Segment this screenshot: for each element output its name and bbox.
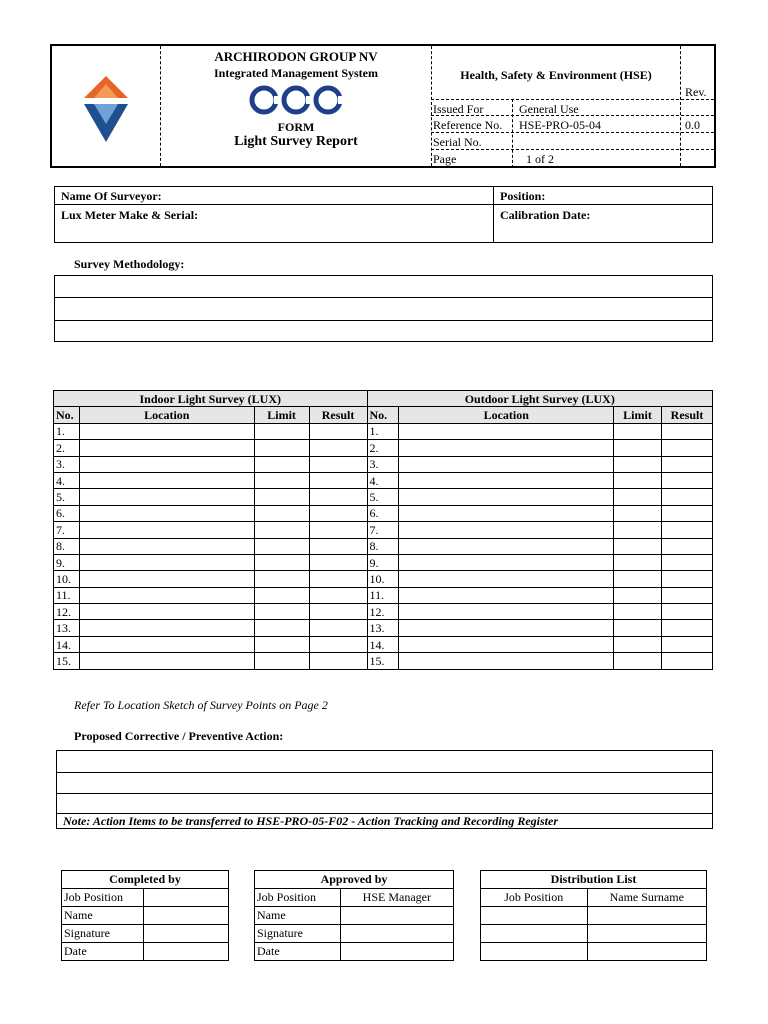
surveyor-name-label: Name Of Surveyor: [61, 189, 162, 203]
outdoor-location-cell[interactable] [399, 604, 614, 620]
indoor-result-cell[interactable] [309, 489, 367, 505]
serial-label: Serial No. [433, 135, 482, 149]
outdoor-limit-cell[interactable] [614, 522, 662, 538]
approved-signature-value[interactable] [340, 925, 453, 943]
completed-signature-label: Signature [62, 925, 144, 943]
indoor-row-number: 10. [54, 571, 80, 587]
indoor-limit-cell[interactable] [254, 505, 309, 521]
light-survey-table [53, 390, 713, 670]
indoor-location-cell[interactable] [79, 636, 254, 652]
outdoor-result-cell[interactable] [661, 554, 712, 570]
outdoor-row-number: 5. [367, 489, 399, 505]
indoor-location-header: Location [79, 407, 254, 423]
indoor-limit-cell[interactable] [254, 587, 309, 603]
outdoor-row-number: 11. [367, 587, 399, 603]
survey-row [54, 472, 713, 488]
outdoor-limit-cell[interactable] [614, 505, 662, 521]
completed-date-value[interactable] [143, 943, 228, 961]
indoor-row-number: 4. [54, 472, 80, 488]
outdoor-limit-cell[interactable] [614, 423, 662, 439]
indoor-limit-cell[interactable] [254, 554, 309, 570]
issued-for-value: General Use [519, 102, 579, 116]
survey-row [54, 538, 713, 554]
indoor-limit-cell[interactable] [254, 423, 309, 439]
outdoor-result-cell[interactable] [661, 472, 712, 488]
indoor-result-cell[interactable] [309, 587, 367, 603]
outdoor-row-number: 3. [367, 456, 399, 472]
indoor-location-cell[interactable] [79, 472, 254, 488]
rev-label: Rev. [685, 85, 707, 99]
outdoor-result-cell[interactable] [661, 505, 712, 521]
company-name: ARCHIRODON GROUP NV [214, 49, 378, 64]
outdoor-result-cell[interactable] [661, 587, 712, 603]
outdoor-location-cell[interactable] [399, 653, 614, 669]
outdoor-limit-cell[interactable] [614, 653, 662, 669]
outdoor-result-cell[interactable] [661, 653, 712, 669]
document-header [50, 44, 716, 168]
indoor-row-number: 13. [54, 620, 80, 636]
outdoor-result-cell[interactable] [661, 456, 712, 472]
completed-by-title: Completed by [62, 871, 229, 889]
distribution-cell[interactable] [587, 943, 706, 961]
approved-date-value[interactable] [340, 943, 453, 961]
indoor-location-cell[interactable] [79, 554, 254, 570]
revision-value: 0.0 [685, 118, 700, 132]
corrective-action-box[interactable] [56, 750, 713, 829]
completed-name-label: Name [62, 907, 144, 925]
indoor-location-cell[interactable] [79, 538, 254, 554]
indoor-row-number: 9. [54, 554, 80, 570]
indoor-limit-cell[interactable] [254, 440, 309, 456]
outdoor-location-cell[interactable] [399, 571, 614, 587]
outdoor-row-number: 4. [367, 472, 399, 488]
indoor-location-cell[interactable] [79, 571, 254, 587]
outdoor-location-cell[interactable] [399, 522, 614, 538]
outdoor-row-number: 8. [367, 538, 399, 554]
indoor-limit-cell[interactable] [254, 571, 309, 587]
indoor-limit-cell[interactable] [254, 522, 309, 538]
completed-signature-value[interactable] [143, 925, 228, 943]
outdoor-result-cell[interactable] [661, 423, 712, 439]
indoor-limit-cell[interactable] [254, 653, 309, 669]
survey-row [54, 489, 713, 505]
survey-row [54, 587, 713, 603]
indoor-result-header: Result [309, 407, 367, 423]
approved-name-label: Name [255, 907, 341, 925]
indoor-result-cell[interactable] [309, 472, 367, 488]
approved-job-position-label: Job Position [255, 889, 341, 907]
outdoor-row-number: 7. [367, 522, 399, 538]
reference-label: Reference No. [433, 118, 503, 132]
outdoor-result-cell[interactable] [661, 604, 712, 620]
outdoor-location-cell[interactable] [399, 489, 614, 505]
outdoor-location-cell[interactable] [399, 423, 614, 439]
methodology-box[interactable] [54, 275, 713, 342]
completed-name-value[interactable] [143, 907, 228, 925]
distribution-list-title: Distribution List [481, 871, 707, 889]
outdoor-limit-cell[interactable] [614, 604, 662, 620]
outdoor-row-number: 15. [367, 653, 399, 669]
outdoor-location-cell[interactable] [399, 587, 614, 603]
survey-row [54, 423, 713, 439]
survey-row [54, 440, 713, 456]
indoor-limit-cell[interactable] [254, 636, 309, 652]
indoor-no-header: No. [54, 407, 80, 423]
outdoor-row-number: 13. [367, 620, 399, 636]
indoor-row-number: 2. [54, 440, 80, 456]
survey-row [54, 522, 713, 538]
indoor-limit-header: Limit [254, 407, 309, 423]
page-label: Page [433, 152, 457, 166]
reference-value: HSE-PRO-05-04 [519, 118, 602, 132]
outdoor-survey-title: Outdoor Light Survey (LUX) [367, 391, 712, 407]
outdoor-result-cell[interactable] [661, 489, 712, 505]
indoor-location-cell[interactable] [79, 440, 254, 456]
indoor-result-cell[interactable] [309, 571, 367, 587]
indoor-result-cell[interactable] [309, 456, 367, 472]
survey-row [54, 604, 713, 620]
indoor-result-cell[interactable] [309, 604, 367, 620]
indoor-row-number: 14. [54, 636, 80, 652]
corrective-action-label: Proposed Corrective / Preventive Action: [74, 729, 284, 743]
outdoor-row-number: 14. [367, 636, 399, 652]
outdoor-limit-cell[interactable] [614, 456, 662, 472]
survey-row [54, 620, 713, 636]
indoor-location-cell[interactable] [79, 653, 254, 669]
indoor-result-cell[interactable] [309, 554, 367, 570]
indoor-result-cell[interactable] [309, 505, 367, 521]
action-tracking-note: Note: Action Items to be transferred to HSE-PRO-05-F02 - Action Tracking and Recording Register [63, 814, 558, 828]
approved-by-table [254, 870, 454, 961]
indoor-limit-cell[interactable] [254, 620, 309, 636]
indoor-result-cell[interactable] [309, 522, 367, 538]
indoor-location-cell[interactable] [79, 522, 254, 538]
survey-row [54, 505, 713, 521]
position-label: Position: [500, 189, 546, 203]
lux-meter-label: Lux Meter Make & Serial: [61, 208, 199, 222]
outdoor-location-cell[interactable] [399, 456, 614, 472]
indoor-limit-cell[interactable] [254, 472, 309, 488]
outdoor-location-cell[interactable] [399, 505, 614, 521]
indoor-result-cell[interactable] [309, 538, 367, 554]
approved-by-title: Approved by [255, 871, 454, 889]
outdoor-limit-cell[interactable] [614, 587, 662, 603]
indoor-location-cell[interactable] [79, 423, 254, 439]
distribution-cell[interactable] [481, 907, 588, 925]
indoor-limit-cell[interactable] [254, 456, 309, 472]
calibration-date-label: Calibration Date: [500, 208, 591, 222]
outdoor-limit-cell[interactable] [614, 472, 662, 488]
indoor-row-number: 7. [54, 522, 80, 538]
indoor-row-number: 8. [54, 538, 80, 554]
indoor-result-cell[interactable] [309, 423, 367, 439]
outdoor-result-cell[interactable] [661, 571, 712, 587]
outdoor-row-number: 2. [367, 440, 399, 456]
distribution-cell[interactable] [587, 925, 706, 943]
outdoor-limit-cell[interactable] [614, 489, 662, 505]
distribution-cell[interactable] [481, 925, 588, 943]
survey-row [54, 456, 713, 472]
outdoor-limit-cell[interactable] [614, 538, 662, 554]
indoor-result-cell[interactable] [309, 620, 367, 636]
outdoor-limit-cell[interactable] [614, 554, 662, 570]
outdoor-location-cell[interactable] [399, 440, 614, 456]
outdoor-row-number: 6. [367, 505, 399, 521]
indoor-limit-cell[interactable] [254, 489, 309, 505]
survey-row [54, 653, 713, 669]
indoor-row-number: 11. [54, 587, 80, 603]
indoor-row-number: 12. [54, 604, 80, 620]
indoor-row-number: 6. [54, 505, 80, 521]
indoor-location-cell[interactable] [79, 489, 254, 505]
outdoor-location-cell[interactable] [399, 538, 614, 554]
issued-for-label: Issued For [433, 102, 484, 116]
company-logo [82, 74, 130, 144]
indoor-location-cell[interactable] [79, 604, 254, 620]
indoor-location-cell[interactable] [79, 587, 254, 603]
certification-icon [248, 84, 344, 116]
indoor-result-cell[interactable] [309, 653, 367, 669]
survey-row [54, 571, 713, 587]
completed-by-table [61, 870, 229, 961]
indoor-row-number: 3. [54, 456, 80, 472]
indoor-location-cell[interactable] [79, 620, 254, 636]
outdoor-result-cell[interactable] [661, 636, 712, 652]
approved-signature-label: Signature [255, 925, 341, 943]
indoor-survey-title: Indoor Light Survey (LUX) [54, 391, 368, 407]
approved-job-position-value[interactable]: HSE Manager [340, 889, 453, 907]
form-title: Light Survey Report [234, 134, 358, 149]
completed-job-position-label: Job Position [62, 889, 144, 907]
indoor-location-cell[interactable] [79, 456, 254, 472]
survey-row [54, 554, 713, 570]
department-title: Health, Safety & Environment (HSE) [460, 68, 652, 82]
outdoor-row-number: 9. [367, 554, 399, 570]
outdoor-row-number: 1. [367, 423, 399, 439]
outdoor-location-cell[interactable] [399, 472, 614, 488]
page-value: 1 of 2 [526, 152, 554, 166]
indoor-row-number: 1. [54, 423, 80, 439]
outdoor-limit-cell[interactable] [614, 636, 662, 652]
outdoor-location-cell[interactable] [399, 636, 614, 652]
survey-row [54, 636, 713, 652]
outdoor-no-header: No. [367, 407, 399, 423]
outdoor-location-cell[interactable] [399, 554, 614, 570]
outdoor-result-cell[interactable] [661, 620, 712, 636]
distribution-cell[interactable] [587, 907, 706, 925]
outdoor-result-header: Result [661, 407, 712, 423]
indoor-limit-cell[interactable] [254, 538, 309, 554]
outdoor-result-cell[interactable] [661, 440, 712, 456]
approved-name-value[interactable] [340, 907, 453, 925]
outdoor-result-cell[interactable] [661, 538, 712, 554]
outdoor-location-cell[interactable] [399, 620, 614, 636]
outdoor-row-number: 10. [367, 571, 399, 587]
outdoor-limit-cell[interactable] [614, 571, 662, 587]
refer-note: Refer To Location Sketch of Survey Points on Page 2 [74, 698, 328, 712]
completed-job-position-value[interactable] [143, 889, 228, 907]
indoor-result-cell[interactable] [309, 636, 367, 652]
outdoor-limit-cell[interactable] [614, 440, 662, 456]
outdoor-result-cell[interactable] [661, 522, 712, 538]
distribution-cell[interactable] [481, 943, 588, 961]
outdoor-location-header: Location [399, 407, 614, 423]
completed-date-label: Date [62, 943, 144, 961]
distribution-name-surname-header: Name Surname [587, 889, 706, 907]
outdoor-limit-header: Limit [614, 407, 662, 423]
indoor-location-cell[interactable] [79, 505, 254, 521]
form-label: FORM [277, 120, 315, 134]
methodology-label: Survey Methodology: [74, 257, 185, 271]
indoor-row-number: 5. [54, 489, 80, 505]
indoor-result-cell[interactable] [309, 440, 367, 456]
indoor-row-number: 15. [54, 653, 80, 669]
surveyor-info-box [54, 186, 713, 243]
outdoor-limit-cell[interactable] [614, 620, 662, 636]
system-name: Integrated Management System [214, 66, 378, 80]
distribution-list-table [480, 870, 707, 961]
approved-date-label: Date [255, 943, 341, 961]
indoor-limit-cell[interactable] [254, 604, 309, 620]
outdoor-row-number: 12. [367, 604, 399, 620]
distribution-job-position-header: Job Position [481, 889, 588, 907]
